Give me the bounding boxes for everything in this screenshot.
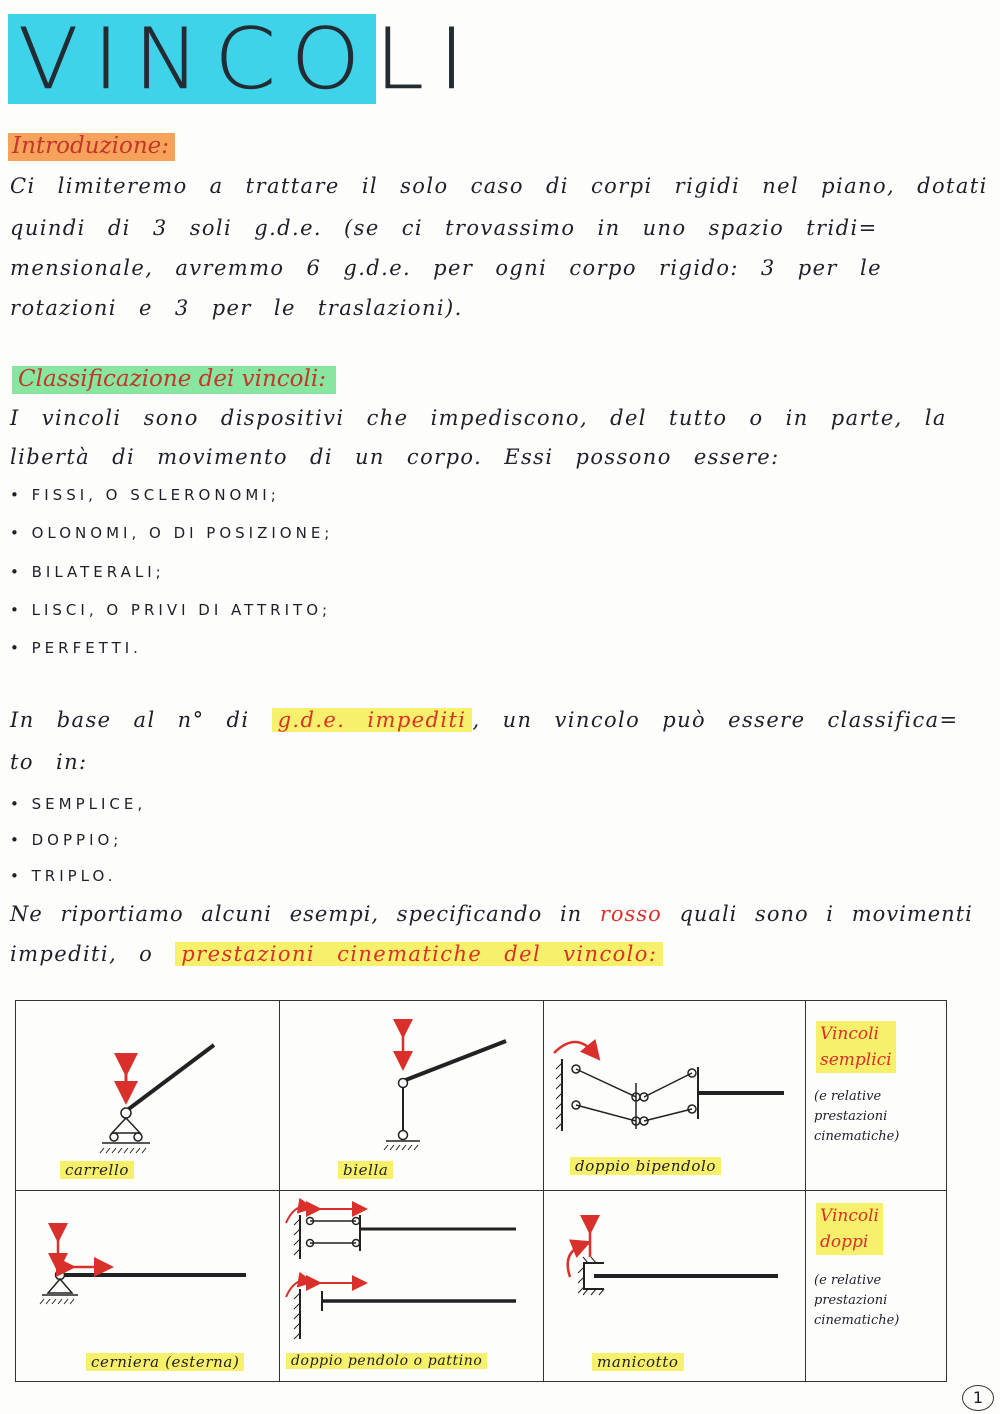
classification-heading-text: Classificazione dei vincoli: [12, 366, 336, 394]
manicotto-diagram [568, 1225, 778, 1295]
label-cerniera: cerniera (esterna) [86, 1353, 244, 1371]
constraints-table [15, 1000, 947, 1382]
side-note-line: (e relative [814, 1089, 882, 1104]
gde-line-1 [10, 708, 959, 732]
side-title-line: Vincoli [820, 1206, 879, 1226]
prestazioni-highlight: prestazioni cinematiche del vincolo: [175, 942, 663, 966]
bullet-item: • FISSI, O SCLERONOMI; [10, 486, 280, 504]
intro-line-3: mensionale, avremmo 6 g.d.e. per ogni corpo rigido: 3 per le [10, 256, 882, 280]
side-title-semplici [816, 1021, 896, 1073]
bullet-text: BILATERALI; [31, 563, 165, 581]
side-title-line: doppi [820, 1232, 869, 1252]
bullet-text: FISSI, O SCLERONOMI; [31, 486, 280, 504]
doppio-bipendolo-diagram [554, 1042, 784, 1131]
classification-line-2: libertà di movimento di un corpo. Essi possono essere: [10, 445, 780, 469]
side-note-line: (e relative [814, 1273, 882, 1288]
intro-line-1: Ci limiteremo a trattare il solo caso di corpi rigidi nel piano, dotati [10, 174, 988, 198]
biella-diagram [384, 1029, 506, 1150]
bullet-text: OLONOMI, O DI POSIZIONE; [31, 524, 334, 542]
cerniera-diagram [40, 1233, 246, 1304]
gde-line-1-pre: In base al n° di [10, 708, 250, 732]
bullet-text: LISCI, O PRIVI DI ATTRITO; [31, 601, 332, 619]
side-title-line: Vincoli [820, 1024, 879, 1044]
gde-line-3 [10, 902, 973, 926]
gde-line-1-post: , un vincolo può essere classifica= [472, 708, 959, 732]
classification-line-1: I vincoli sono dispositivi che impediscono, del tutto o in parte, la [10, 406, 947, 430]
label-manicotto: manicotto [592, 1353, 684, 1371]
bullet-text: DOPPIO; [31, 831, 123, 849]
side-title-doppi [816, 1203, 883, 1255]
label-carrello: carrello [60, 1161, 134, 1179]
page-number: 1 [962, 1385, 994, 1411]
side-note-line: prestazioni [814, 1293, 888, 1308]
side-note-line: cinematiche) [814, 1129, 900, 1144]
label-biella: biella [338, 1161, 393, 1179]
bullet-item: • LISCI, O PRIVI DI ATTRITO; [10, 601, 332, 619]
bullet-item: • BILATERALI; [10, 563, 165, 581]
bullet-text: SEMPLICE, [31, 795, 147, 813]
gde-highlight: g.d.e. impediti [272, 708, 473, 732]
gde-line-4 [10, 942, 663, 966]
intro-heading [8, 133, 175, 159]
label-doppio-pendolo: doppio pendolo o pattino [286, 1353, 487, 1369]
side-note-doppi [814, 1271, 899, 1331]
bullet-text: PERFETTI. [31, 639, 142, 657]
label-doppio-bipendolo: doppio bipendolo [570, 1157, 721, 1175]
gde-line-2: to in: [10, 750, 88, 774]
intro-line-2: quindi di 3 soli g.d.e. (se ci trovassimo in uno spazio tridi= [10, 216, 878, 240]
intro-line-4: rotazioni e 3 per le traslazioni). [10, 296, 463, 320]
bullet-item: • SEMPLICE, [10, 795, 147, 813]
gde-line-3-post: quali sono i movimenti [679, 902, 973, 926]
bullet-item: • PERFETTI. [10, 639, 142, 657]
side-note-semplici [814, 1087, 899, 1147]
constraint-diagrams [16, 1001, 946, 1381]
gde-line-4-pre: impediti, o [10, 942, 154, 966]
intro-heading-text: Introduzione: [8, 133, 175, 161]
side-note-line: prestazioni [814, 1109, 888, 1124]
classification-heading [12, 366, 336, 392]
page-title: VINCOLI [18, 10, 480, 108]
side-note-line: cinematiche) [814, 1313, 900, 1328]
doppio-pendolo-diagram [286, 1207, 516, 1339]
carrello-diagram [100, 1045, 214, 1153]
bullet-text: TRIPLO. [31, 867, 117, 885]
bullet-item: • DOPPIO; [10, 831, 123, 849]
red-word: rosso [599, 902, 662, 926]
side-title-line: semplici [820, 1050, 892, 1070]
gde-line-3-pre: Ne riportiamo alcuni esempi, specificando in [10, 902, 583, 926]
bullet-item: • TRIPLO. [10, 867, 117, 885]
bullet-item: • OLONOMI, O DI POSIZIONE; [10, 524, 334, 542]
